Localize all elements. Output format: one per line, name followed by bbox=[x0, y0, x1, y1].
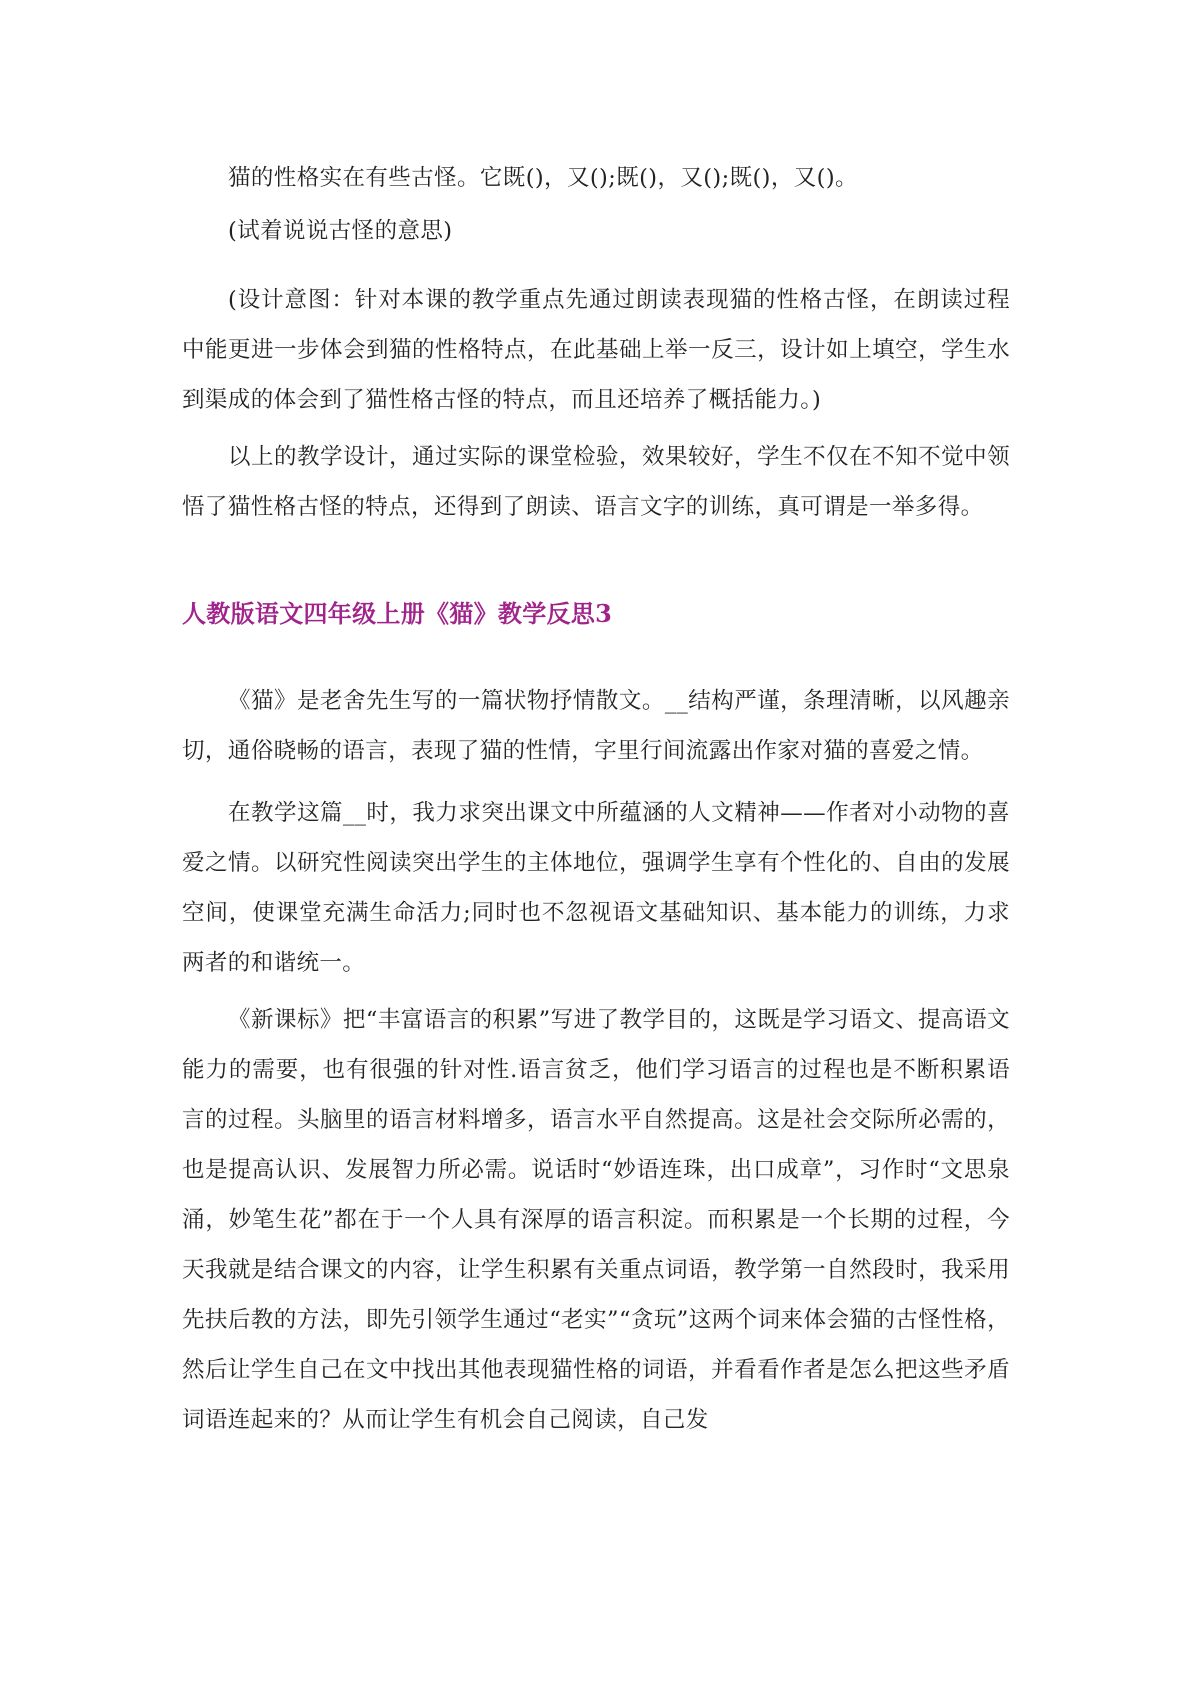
section-heading: 人教版语文四年级上册《猫》教学反思3 bbox=[182, 599, 613, 628]
document-page bbox=[182, 0, 1010, 1684]
paragraph-design-intent: (设计意图：针对本课的教学重点先通过朗读表现猫的性格古怪，在朗读过程中能更进一步体会到猫的性格特点，在此基础上举一反三，设计如上填空，学生水到渠成的体会到了猫性格古怪的特点，而且还培养了概括能力。) bbox=[182, 287, 1010, 413]
paragraph-teaching-focus: 在教学这篇__时，我力求突出课文中所蕴涵的人文精神——作者对小动物的喜爱之情。以研究性阅读突出学生的主体地位，强调学生享有个性化的、自由的发展空间，使课堂充满生命活力;同时也不忽视语文基础知识、基本能力的训练，力求两者的和谐统一。 bbox=[182, 800, 1010, 976]
paragraph-fill-in-blank: 猫的性格实在有些古怪。它既()，又();既()，又();既()，又()。 bbox=[228, 165, 858, 191]
paragraph-curriculum: 《新课标》把“丰富语言的积累”写进了教学目的，这既是学习语文、提高语文能力的需要，也有很强的针对性.语言贫乏，他们学习语言的过程也是不断积累语言的过程。头脑里的语言材料增多，语言水平自然提高。这是社会交际所必需的，也是提高认识、发展智力所必需。说话时“妙语连珠，出口成章”，习作时“文思泉涌，妙笔生花”都在于一个人具有深厚的语言积淀。而积累是一个长期的过程，今天我就是结合课文的内容，让学生积累有关重点词语，教学第一自然段时，我采用先扶后教的方法，即先引领学生通过“老实”“贪玩”这两个词来体会猫的古怪性格，然后让学生自己在文中找出其他表现猫性格的词语，并看看作者是怎么把这些矛盾词语连起来的？从而让学生有机会自己阅读，自己发 bbox=[182, 1007, 1010, 1433]
paragraph-explain-prompt: (试着说说古怪的意思) bbox=[228, 218, 453, 244]
paragraph-intro: 《猫》是老舍先生写的一篇状物抒情散文。__结构严谨，条理清晰，以风趣亲切，通俗晓畅的语言，表现了猫的性情，字里行间流露出作家对猫的喜爱之情。 bbox=[182, 688, 1010, 764]
paragraph-summary: 以上的教学设计，通过实际的课堂检验，效果较好，学生不仅在不知不觉中领悟了猫性格古怪的特点，还得到了朗读、语言文字的训练，真可谓是一举多得。 bbox=[182, 444, 1010, 520]
